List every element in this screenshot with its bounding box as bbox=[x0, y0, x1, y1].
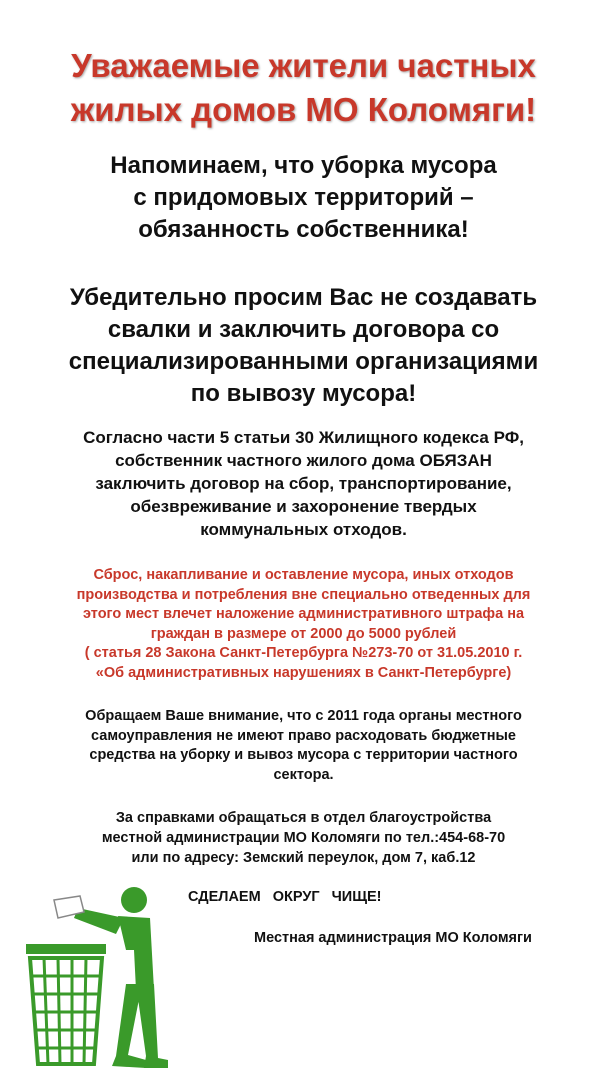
tidy-man-recycle-icon bbox=[18, 880, 168, 1070]
request-line: свалки и заключить договора со bbox=[107, 316, 500, 343]
penalty-line: «Об административных нарушениях в Санкт-Петербурге) bbox=[95, 664, 512, 681]
penalty-line: этого мест влечет наложение административного штрафа на bbox=[82, 606, 525, 622]
penalty-line: производства и потребления вне специально отведенных для bbox=[76, 586, 531, 603]
law-line: обезвреживание и захоронение твердых bbox=[130, 497, 477, 516]
reminder-line: обязанность собственника! bbox=[138, 216, 469, 243]
headline-line: жилых домов МО Коломяги! bbox=[70, 91, 537, 128]
notice-line: средства на уборку и вывоз мусора с территории частного bbox=[89, 747, 518, 763]
headline bbox=[0, 44, 607, 132]
signature: Местная администрация МО Коломяги bbox=[254, 930, 532, 946]
law-line: заключить договор на сбор, транспортирование, bbox=[95, 474, 512, 493]
contact-line: За справками обращаться в отдел благоустройства bbox=[115, 810, 492, 826]
trash-bin-icon bbox=[26, 944, 106, 1064]
penalty-line: Сброс, накапливание и оставление мусора, иных отходов bbox=[93, 567, 514, 583]
notice-line: самоуправления не имеют право расходовать бюджетные bbox=[91, 727, 516, 744]
reminder-line: Напоминаем, что уборка мусора bbox=[110, 152, 497, 179]
headline-line: Уважаемые жители частных bbox=[71, 47, 536, 84]
penalty-line: ( статья 28 Закона Санкт-Петербурга №273-70 от 31.05.2010 г. bbox=[84, 645, 523, 661]
law-paragraph bbox=[0, 426, 607, 541]
contact-line: или по адресу: Земский переулок, дом 7, каб.12 bbox=[131, 850, 476, 866]
notice-paragraph bbox=[0, 707, 607, 785]
contact-paragraph bbox=[0, 808, 607, 868]
reminder-line: с придомовых территорий – bbox=[133, 184, 474, 211]
notice-line: Обращаем Ваше внимание, что с 2011 года органы местного bbox=[85, 708, 522, 724]
law-line: собственник частного жилого дома ОБЯЗАН bbox=[115, 451, 492, 470]
request-paragraph bbox=[0, 282, 607, 410]
reminder-paragraph bbox=[0, 150, 607, 246]
penalty-paragraph bbox=[0, 566, 607, 683]
notice-line: сектора. bbox=[273, 766, 334, 783]
penalty-line: граждан в размере от 2000 до 5000 рублей bbox=[150, 625, 457, 642]
law-line: Согласно части 5 статьи 30 Жилищного кодекса РФ, bbox=[83, 428, 524, 447]
request-line: Убедительно просим Вас не создавать bbox=[69, 284, 538, 311]
contact-line: местной администрации МО Коломяги по тел.:454-68-70 bbox=[101, 830, 506, 846]
slogan: СДЕЛАЕМ ОКРУГ ЧИЩЕ! bbox=[188, 889, 382, 905]
law-line: коммунальных отходов. bbox=[200, 520, 407, 539]
request-line: по вывозу мусора! bbox=[190, 380, 417, 407]
request-line: специализированными организациями bbox=[68, 348, 539, 375]
